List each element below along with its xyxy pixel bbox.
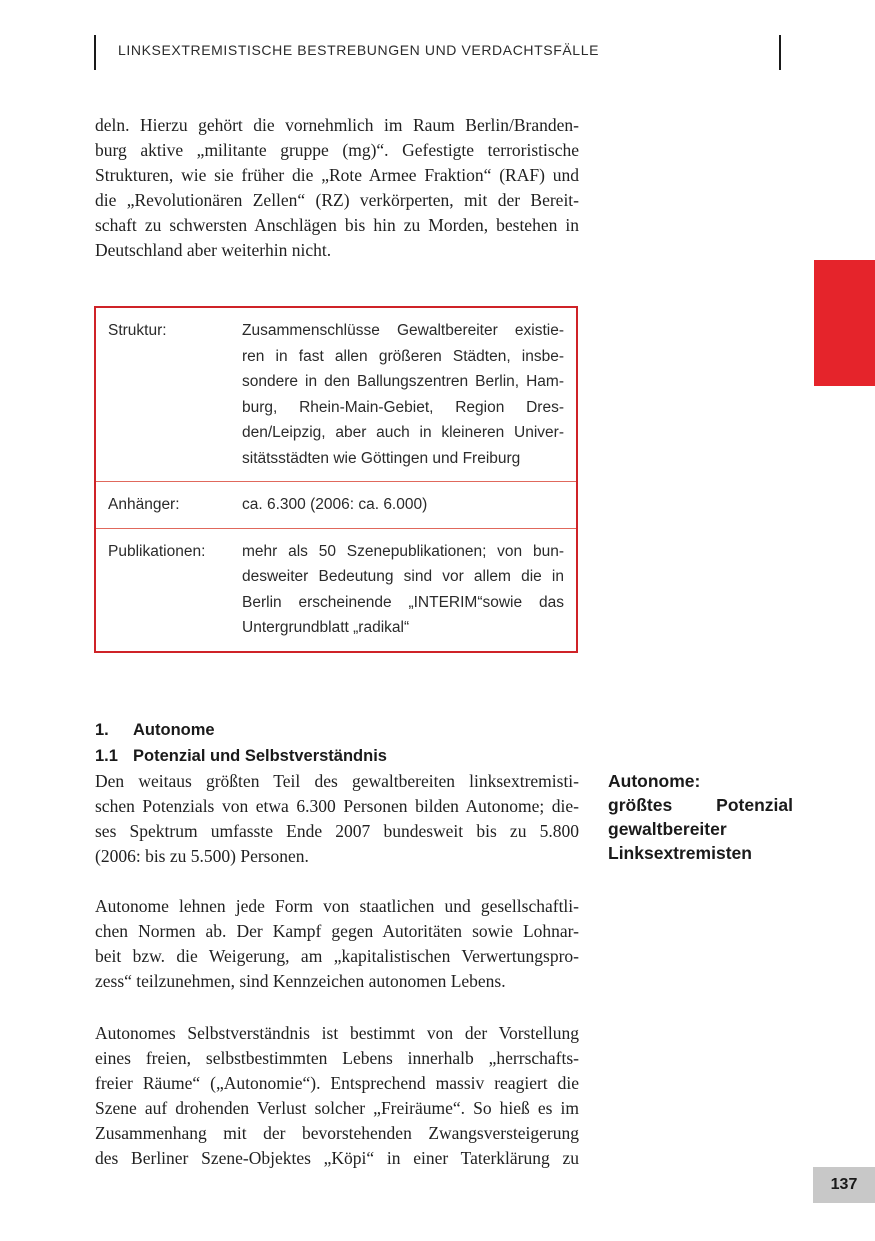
section-title: Potenzial und Selbstverständnis — [133, 747, 387, 765]
text-line: chen Normen ab. Der Kampf gegen Autoritäten sowie Lohnar- — [95, 921, 579, 941]
text-line: mehr als 50 Szenepublikationen; von bun- — [242, 542, 564, 560]
header-rule-left — [94, 35, 96, 70]
chapter-edge-marker — [814, 260, 875, 386]
text-line: deln. Hierzu gehört die vornehmlich im Raum Berlin/Branden- — [95, 115, 579, 135]
paragraph-selbstverstaendnis — [95, 1021, 579, 1171]
text-line: sondere in den Ballungszentren Berlin, Ham- — [242, 373, 564, 390]
fact-box — [94, 306, 578, 653]
text-line: Zusammenschlüsse Gewaltbereiter existie- — [242, 322, 564, 339]
paragraph-potenzial — [95, 769, 579, 869]
section-number: 1. — [95, 721, 109, 739]
fact-value — [242, 539, 564, 641]
text-line: burg, Rhein-Main-Gebiet, Region Dres- — [242, 398, 564, 416]
text-line: gewaltbereiter — [608, 819, 727, 839]
text-line: Deutschland aber weiterhin nicht. — [95, 240, 332, 260]
text-line: Autonome lehnen jede Form von staatlichen und gesellschaftli- — [95, 896, 579, 916]
paragraph-normen — [95, 894, 579, 994]
margin-note — [608, 769, 793, 865]
text-line: schaft zu schwersten Anschlägen bis hin zu Morden, bestehen in — [95, 215, 579, 235]
fact-row-struktur — [96, 308, 576, 481]
text-line: ren in fast allen größeren Städten, insbe- — [242, 347, 564, 365]
text-line: sitätsstädten wie Göttingen und Freiburg — [242, 449, 521, 467]
fact-row-publikationen — [96, 528, 576, 651]
text-line: Szene auf drohenden Verlust solcher „Freiräume“. So hieß es im — [95, 1098, 579, 1118]
text-line: größtes Potenzial — [608, 795, 793, 815]
text-line: burg aktive „militante gruppe (mg)“. Gefestigte terroristische — [95, 140, 579, 160]
section-title: Autonome — [133, 721, 215, 739]
text-line: Berlin erscheinende „INTERIM“sowie das — [242, 593, 564, 611]
paragraph-intro — [95, 113, 579, 263]
text-line: eines freien, selbstbestimmten Lebens innerhalb „herrschafts- — [95, 1048, 579, 1068]
text-line: ses Spektrum umfasste Ende 2007 bundesweit bis zu 5.800 — [95, 821, 579, 841]
text-line: Linksextremisten — [608, 843, 752, 863]
text-line: Strukturen, wie sie früher die „Rote Armee Fraktion“ (RAF) und — [95, 165, 579, 185]
text-line: freier Räume“ („Autonomie“). Entsprechend massiv reagiert die — [95, 1073, 579, 1093]
text-line: Autonomes Selbstverständnis ist bestimmt von der Vorstellung — [95, 1023, 579, 1043]
text-line: beit bzw. die Weigerung, am „kapitalistischen Verwertungspro- — [95, 946, 579, 966]
page-number-badge: 137 — [813, 1167, 875, 1203]
section-headings — [95, 717, 579, 769]
text-line: ca. 6.300 (2006: ca. 6.000) — [242, 496, 428, 513]
text-line: desweiter Bedeutung sind vor allem die in — [242, 568, 564, 585]
running-head: LINKSEXTREMISTISCHE BESTREBUNGEN UND VERDACHTSFÄLLE — [118, 42, 600, 58]
text-line: Zusammenhang mit der bevorstehenden Zwangsversteigerung — [95, 1123, 579, 1143]
fact-label: Publikationen: — [108, 542, 206, 560]
text-line: Untergrundblatt „radikal“ — [242, 619, 410, 636]
fact-row-anhaenger — [96, 481, 576, 528]
text-line: (2006: bis zu 5.500) Personen. — [95, 846, 309, 866]
section-heading-1 — [95, 717, 579, 743]
fact-value — [242, 318, 564, 471]
text-line: Autonome: — [608, 771, 701, 791]
section-heading-1-1 — [95, 743, 579, 769]
text-line: schen Potenzials von etwa 6.300 Personen bilden Autonome; die- — [95, 796, 579, 816]
text-line: des Berliner Szene-Objektes „Köpi“ in einer Taterklärung zu — [95, 1148, 579, 1168]
fact-label: Struktur: — [108, 322, 167, 339]
section-number: 1.1 — [95, 747, 118, 765]
text-line: den/Leipzig, aber auch in kleineren Univer- — [242, 424, 564, 441]
text-line: die „Revolutionären Zellen“ (RZ) verkörperten, mit der Bereit- — [95, 190, 579, 210]
header-rule-right — [779, 35, 781, 70]
text-line: zess“ teilzunehmen, sind Kennzeichen autonomen Lebens. — [95, 971, 506, 991]
text-line: Den weitaus größten Teil des gewaltbereiten linksextremisti- — [95, 771, 579, 791]
fact-label: Anhänger: — [108, 496, 180, 513]
fact-value — [242, 492, 564, 518]
